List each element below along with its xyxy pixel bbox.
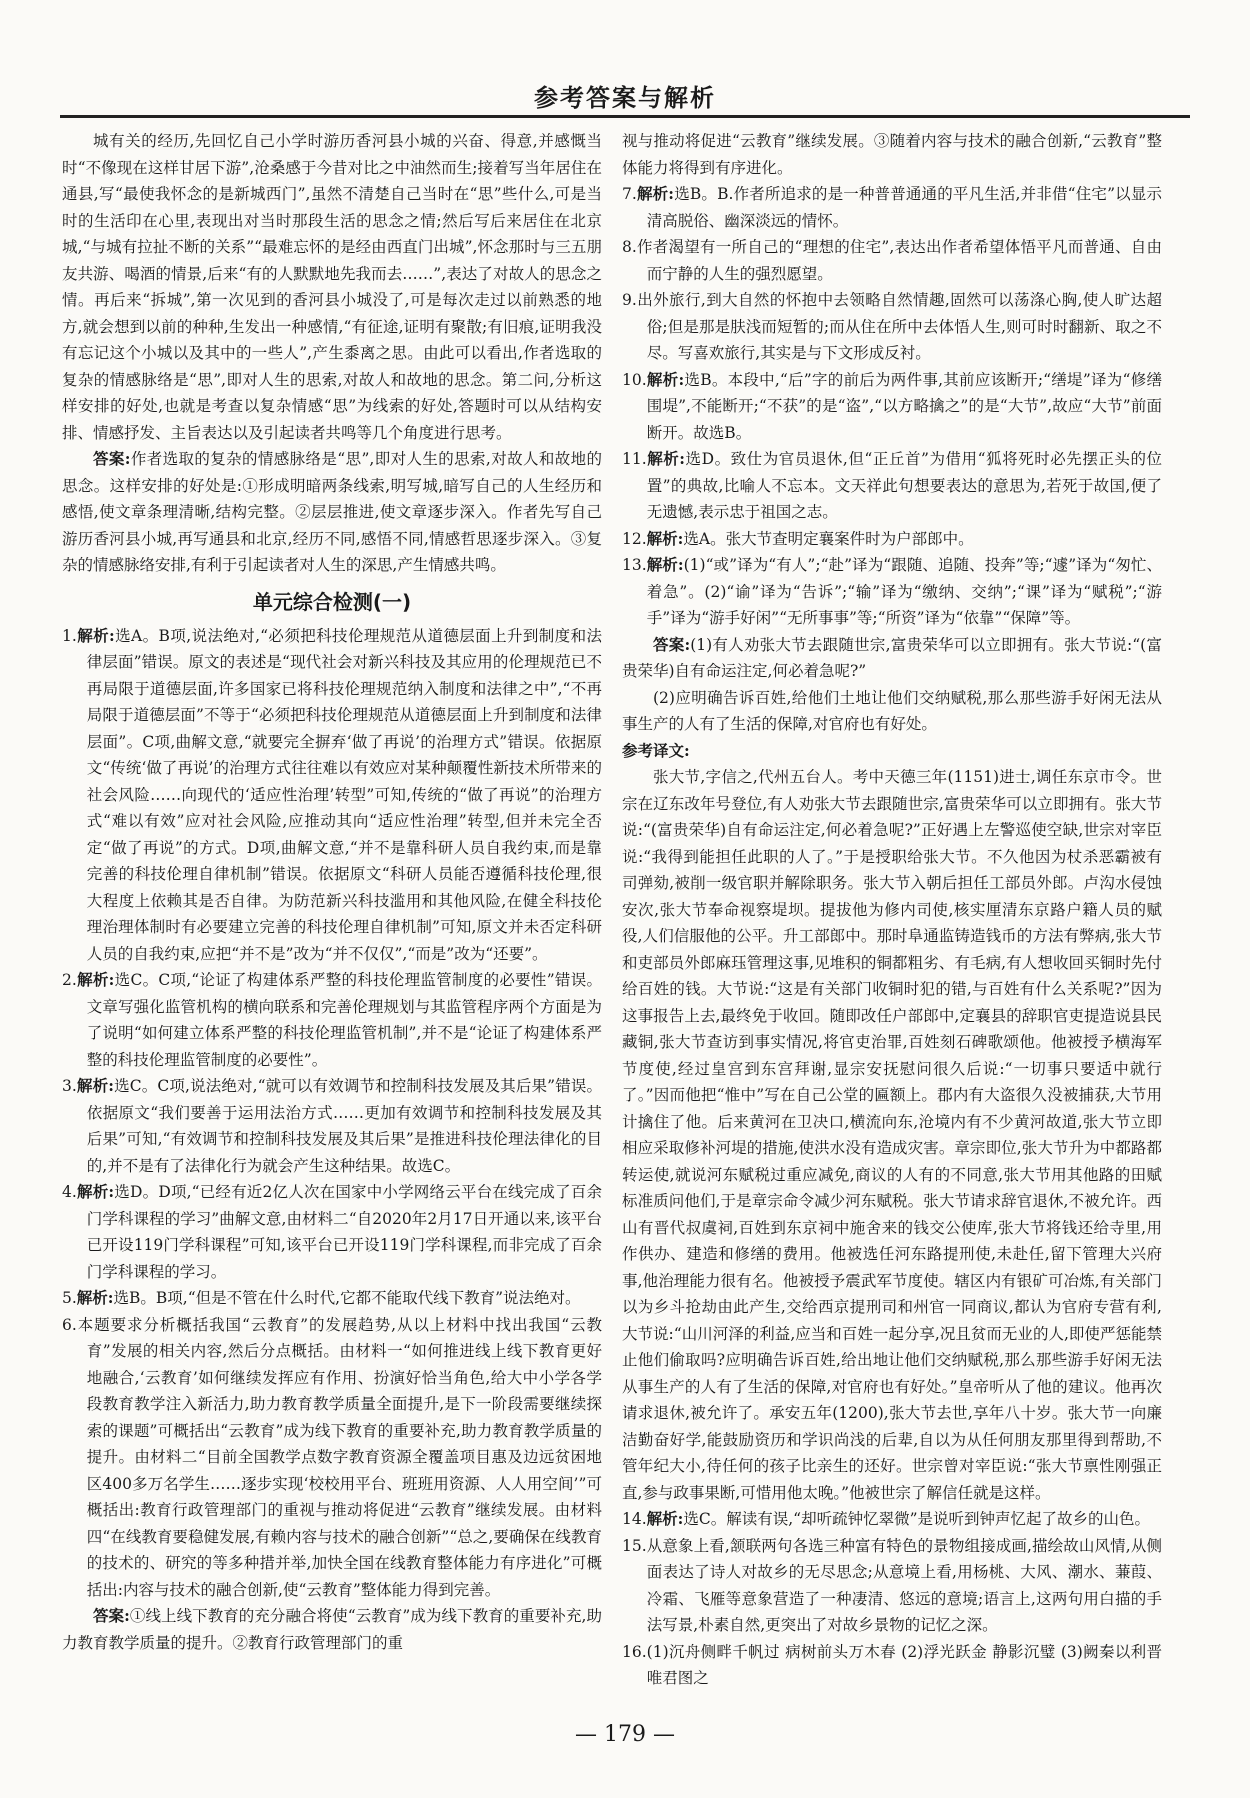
page-number: — 179 — bbox=[575, 1722, 675, 1747]
item-label: 解析: bbox=[636, 184, 675, 203]
item-number: 1. bbox=[62, 626, 77, 645]
item-text: (1)“或”译为“有人”;“赴”译为“跟随、追随、投奔”等;“遽”译为“匆忙、着急”。(2)“谕”译为“告诉”;“输”译为“缴纳、交纳”;“课”译为“赋税”;“游手”译为“游手好闲”“无所事事”等;“所资”译为“依靠”“保障”等。 bbox=[646, 556, 1162, 627]
translation-text: 张大节,字信之,代州五台人。考中天德三年(1151)进士,调任东京市令。世宗在辽东改年号登位,有人劝张大节去跟随世宗,富贵荣华可以立即拥有。张大节说:“(富贵荣华)自有命运注定,何必着急呢?”正好遇上左警巡使空缺,世宗对宰臣说:“我得到能担任此职的人了。”于是授职给张大节。不久他因为杖杀恶霸被有司弹劾,被削一级官职并解除职务。张大节入朝后担任工部员外郎。卢沟水侵蚀安次,张大节奉命视察堤坝。提拔他为修内司使,核实厘清东京路户籍人员的赋役,人们信服他的公平。升工部郎中。那时阜通监铸造钱币的方法有弊病,张大节和吏部员外郎麻珏管理这事,见堆积的铜都粗劣、有毛病,有人想收回买铜时先付给百姓的钱。大节说:“这是有关部门收铜时犯的错,与百姓有什么关系呢?”因为这事报告上去,最终免于收回。随即改任户部郎中,定襄县的辞职官吏提造说县民藏铜,张大节查访到事实情况,将官吏治罪,百姓刻石碑歌颂他。他被授予横海军节度使,经过皇宫到东宫拜谢,显宗安抚慰问很久后说:“一切事只要适中就行了。”因而他把“惟中”写在自己公堂的匾额上。郡内有大盗很久没被捕获,大节用计擒住了他。后来黄河在卫决口,横流向东,沧境内有不少黄河故道,张大节立即相应采取修补河堤的措施,使洪水没有造成灾害。章宗即位,张大节升为中都路都转运使,就说河东赋税过重应减免,商议的人有的不同意,张大节用其他路的田赋标准质问他们,于是章宗命令减少河东赋税。张大节请求辞官退休,不被允许。西山有晋代叔虞祠,百姓到东京祠中施舍来的钱交公使库,张大节将钱还给寺里,用作供办、建造和修缮的费用。他被选任河东路提刑使,未赴任,留下管理大兴府事,他治理能力很有名。他被授予震武军节度使。辖区内有银矿可冶炼,有关部门以为乡斗抢劫由此产生,交给西京提刑司和州官一同商议,都认为官府专营有利,大节说:“山川河泽的利益,应当和百姓一起分享,况且贫而无业的人,即使严惩能禁止他们偷取吗?应明确告诉百姓,给出地让他们交纳赋税,那么那些游手好闲无法从事生产的人有了生活的保障,对官府也有好处。”皇帝听从了他的建议。他再次请求退休,被允许了。承安五年(1200),张大节去世,享年八十岁。张大节一向廉洁勤奋好学,能鼓励资历和学识尚浅的后辈,自以为从任何朋友那里得到帮助,不管年纪大小,待任何的孩子比亲生的还好。世宗曾对宰臣说:“张大节禀性刚强正直,参与政事果断,可惜用他太晚。”他被世宗了解信任就是这样。 bbox=[622, 768, 1162, 1502]
item-text: 选B。本段中,“后”字的前后为两件事,其前应该断开;“缮堤”译为“修缮围堤”,不能断开;“不获”的是“盗”,“以方略擒之”的是“大节”,故应“大节”前面断开。故选B。 bbox=[646, 370, 1162, 442]
item-label: 解析: bbox=[646, 1509, 684, 1528]
item-number: 11. bbox=[622, 450, 647, 468]
header-title: 参考答案与解析 bbox=[534, 84, 716, 112]
item-label: 解析: bbox=[76, 625, 115, 645]
item-number: 7. bbox=[622, 185, 637, 203]
item-number: 5. bbox=[62, 1289, 77, 1307]
list-item bbox=[62, 967, 602, 1073]
item-label: 解析: bbox=[76, 1076, 114, 1095]
list-item bbox=[622, 1639, 1162, 1689]
answer6-paragraph bbox=[62, 1603, 602, 1656]
left-items bbox=[62, 623, 602, 1604]
list-item bbox=[62, 1179, 602, 1285]
item-number: 3. bbox=[62, 1077, 77, 1095]
page-header bbox=[60, 78, 1190, 118]
item-text: 选B。B项,“但是不管在什么时代,它都不能取代线下教育”说法绝对。 bbox=[113, 1289, 581, 1307]
answer13-paragraph bbox=[622, 632, 1162, 685]
item-number: 16. bbox=[622, 1642, 647, 1661]
item-text: 从意象上看,颔联两句各选三种富有特色的景物组接成画,描绘故山风情,从侧面表达了诗人对故乡的无尽思念;从意境上看,用杨桃、大风、潮水、蒹葭、冷霜、飞雁等意象营造了一种凄清、悠远的意境;语言上,这两句用白描的手法写景,朴素自然,更突出了对故乡景物的记忆之深。 bbox=[646, 1536, 1162, 1634]
translation-label: 参考译文: bbox=[622, 740, 690, 760]
item-text: 作者渴望有一所自己的“理想的住宅”,表达出作者希望体悟平凡而普通、自由而宁静的人生的强烈愿望。 bbox=[636, 238, 1162, 283]
answer13-text1: (1)有人劝张大节去跟随世宗,富贵荣华可以立即拥有。张大节说:“(富贵荣华)自有命运注定,何必着急呢?” bbox=[622, 635, 1162, 680]
right-column bbox=[622, 128, 1162, 1688]
answer6-label: 答案: bbox=[93, 1606, 130, 1625]
item-number: 13. bbox=[622, 556, 647, 574]
item-label: 解析: bbox=[76, 1182, 115, 1201]
header-rule bbox=[60, 115, 1190, 118]
answer-text: 作者选取的复杂的情感脉络是“思”,即对人生的思索,对故人和故地的思念。这样安排的好处是:①形成明暗两条线索,明写城,暗写自己的人生经历和感悟,使文章条理清晰,结构完整。②层层推进,使文章逐步深入。作者先写自己游历香河县小城,再写通县和北京,经历不同,感悟不同,情感哲思逐步深入。③复杂的情感脉络安排,有利于引起读者对人生的深思,产生情感共鸣。 bbox=[62, 450, 602, 574]
list-item bbox=[62, 1285, 602, 1312]
item-text: 选D。D项,“已经有近2亿人次在国家中小学网络云平台在线完成了百余门学科课程的学习”曲解文意,由材料二“自2020年2月17日开通以来,该平台已开设119门学科课程”可知,该平台已开设119门学科课程,而非完成了百余门学科课程的学习。 bbox=[86, 1183, 602, 1281]
item-label: 解析: bbox=[646, 449, 686, 468]
list-item bbox=[622, 367, 1162, 447]
item-text: (1)沉舟侧畔千帆过 病树前头万木春 (2)浮光跃金 静影沉璧 (3)阙秦以利晋 唯君图之 bbox=[646, 1642, 1162, 1687]
list-item bbox=[622, 1506, 1162, 1533]
item-text: 选B。B.作者所追求的是一种普普通通的平凡生活,并非借“住宅”以显示清高脱俗、幽深淡远的情怀。 bbox=[646, 185, 1162, 230]
item-text: 选C。解读有误,“却听疏钟忆翠微”是说听到钟声忆起了故乡的山色。 bbox=[683, 1510, 1151, 1528]
item-text: 出外旅行,到大自然的怀抱中去领略自然情趣,固然可以荡涤心胸,使人旷达超俗;但是那是肤浅而短暂的;而从住在所中去体悟人生,则可时时翻新、取之不尽。写喜欢旅行,其实是与下文形成反衬。 bbox=[636, 291, 1162, 362]
item-number: 9. bbox=[622, 291, 637, 309]
answer-label: 答案: bbox=[93, 449, 131, 468]
item-label: 解析: bbox=[646, 528, 684, 548]
list-item bbox=[62, 623, 602, 968]
item-number: 12. bbox=[622, 529, 647, 548]
answer6-text: ①线上线下教育的充分融合将使“云教育”成为线下教育的重要补充,助力教育教学质量的提升。②教育行政管理部门的重 bbox=[62, 1607, 602, 1652]
item-text: 选D。致仕为官员退休,但“正丘首”为借用“狐将死时必先摆正头的位置”的典故,比喻人不忘本。文天祥此句想要表达的意思为,若死于故国,便了无遗憾,表示忠于祖国之志。 bbox=[646, 450, 1162, 521]
item-label: 解析: bbox=[76, 970, 115, 989]
list-item bbox=[62, 1073, 602, 1179]
intro-paragraph: 城有关的经历,先回忆自己小学时游历香河县小城的兴奋、得意,并感慨当时“不像现在这样甘居下游”,沧桑感于今昔对比之中油然而生;接着写当年居住在通县,写“最使我怀念的是新城西门”,虽然不清楚自己当时在“思”些什么,可是当时的生活印在心里,表现出对当时那段生活的思念之情;然后写后来居住在北京城,“与城有拉扯不断的关系”“最难忘怀的是经由西直门出城”,怀念那时与三五朋友共游、喝酒的情景,后来“有的人默默地先我而去……”,表达了对故人的思念之情。再后来“拆城”,第一次见到的香河县小城没了,可是每次走过以前熟悉的地方,就会想到以前的种种,生发出一种感情,“有征途,证明有聚散;有旧痕,证明我没有忘记这个小城以及其中的一些人”,产生黍离之思。由此可以看出,作者选取的复杂的情感脉络是“思”,即对人生的思索,对故人和故地的思念。第二问,分析这样安排的好处,也就是考查以复杂情感“思”为线索的好处,答题时可以从结构安排、情感抒发、主旨表达以及引起读者共鸣等几个角度进行思考。 bbox=[62, 132, 602, 442]
item-number: 6. bbox=[62, 1315, 77, 1334]
list-item bbox=[622, 234, 1162, 287]
list-item bbox=[622, 181, 1162, 234]
item-number: 14. bbox=[622, 1510, 647, 1528]
list-item bbox=[62, 1312, 602, 1604]
item-number: 15. bbox=[622, 1536, 647, 1555]
item-text: 选A。B项,说法绝对,“必须把科技伦理规范从道德层面上升到制度和法律层面”错误。原文的表述是“现代社会对新兴科技及其应用的伦理规范已不再局限于道德层面,许多国家已将科技伦理规范纳入制度和法律之中”,“不再局限于道德层面”不等于“必须把科技伦理规范从道德层面上升到制度和法律层面”。C项,曲解文意,“就要完全摒弃‘做了再说’的治理方式”错误。依据原文“传统‘做了再说’的治理方式往往难以有效应对某种颠覆性新技术所带来的社会风险……向现代的‘适应性治理’转型”可知,传统的“做了再说”的治理方式“难以有效”应对社会风险,应推动其向“适应性治理”转型,但并未完全否定“做了再说”的方式。D项,曲解文意,“并不是靠科研人员自我约束,而是靠完善的科技伦理自律机制”错误。依据原文“科研人员能否遵循科技伦理,很大程度上依赖其是否自律。为防范新兴科技滥用和其他风险,在健全科技伦理治理体制时有必要建立完善的科技伦理自律机制”可知,原文并未否定科研人员的自我约束,应把“并不是”改为“并不仅仅”,“而是”改为“还要”。 bbox=[86, 626, 602, 963]
list-item bbox=[622, 1533, 1162, 1639]
list-item bbox=[622, 526, 1162, 553]
item-text: 选C。C项,“论证了构建体系严整的科技伦理监管制度的必要性”错误。文章写强化监管机构的横向联系和完善伦理规划与其监管程序两个方面是为了说明“如何建立体系严整的科技伦理监管机制”,并不是“论证了构建体系严整的科技伦理监管制度的必要性”。 bbox=[86, 971, 602, 1069]
answer13-text2: (2)应明确告诉百姓,给他们土地让他们交纳赋税,那么那些游手好闲无法从事生产的人有了生活的保障,对官府也有好处。 bbox=[622, 688, 1162, 733]
item-text: 本题要求分析概括我国“云教育”的发展趋势,从以上材料中找出我国“云教育”发展的相关内容,然后分点概括。由材料一“如何推进线上线下教育更好地融合,‘云教育’如何继续发挥应有作用、扮演好恰当角色,给大中小学各学段教育教学注入新活力,助力教育教学质量全面提升,是下一阶段需要继续探索的课题”可概括出“云教育”成为线下教育的重要补充,助力教育教学质量的提升。由材料二“目前全国教学点数字教育资源全覆盖项目惠及边远贫困地区400多万名学生……逐步实现‘校校用平台、班班用资源、人人用空间’”可概括出:教育行政管理部门的重视与推动将促进“云教育”继续发展。由材料四“在线教育要稳健发展,有赖内容与技术的融合创新”“总之,要确保在线教育的技术的、研究的等多种措并举,加快全国在线教育整体能力有序进化”可概括出:内容与技术的融合创新,使“云教育”整体能力得到完善。 bbox=[76, 1315, 602, 1599]
answer-paragraph bbox=[62, 446, 602, 579]
item-number: 4. bbox=[62, 1183, 77, 1201]
item-label: 解析: bbox=[646, 555, 684, 574]
item-label: 解析: bbox=[646, 369, 685, 389]
item-label: 解析: bbox=[76, 1288, 114, 1307]
item-number: 2. bbox=[62, 971, 77, 989]
section-title: 单元综合检测(一) bbox=[252, 589, 412, 614]
list-item bbox=[622, 552, 1162, 632]
left-column bbox=[62, 128, 602, 1688]
answer13-label: 答案: bbox=[653, 634, 691, 654]
list-item bbox=[622, 287, 1162, 367]
list-item bbox=[622, 446, 1162, 526]
cont6-paragraph: 视与推动将促进“云教育”继续发展。③随着内容与技术的融合创新,“云教育”整体能力将得到有序进化。 bbox=[622, 132, 1162, 177]
translation-label-line bbox=[622, 738, 1162, 765]
item-text: 选C。C项,说法绝对,“就可以有效调节和控制科技发展及其后果”错误。依据原文“我们要善于运用法治方式……更加有效调节和控制科技发展及其后果”可知,“有效调节和控制科技发展及其后果”是推进科技伦理法律化的目的,并不是有了法律化行为就会产生这种结果。故选C。 bbox=[86, 1077, 602, 1175]
item-number: 8. bbox=[622, 238, 637, 256]
item-number: 10. bbox=[622, 370, 647, 389]
right-items2 bbox=[622, 1506, 1162, 1688]
item-text: 选A。张大节查明定襄案件时为户部郎中。 bbox=[683, 529, 974, 548]
right-items bbox=[622, 181, 1162, 632]
